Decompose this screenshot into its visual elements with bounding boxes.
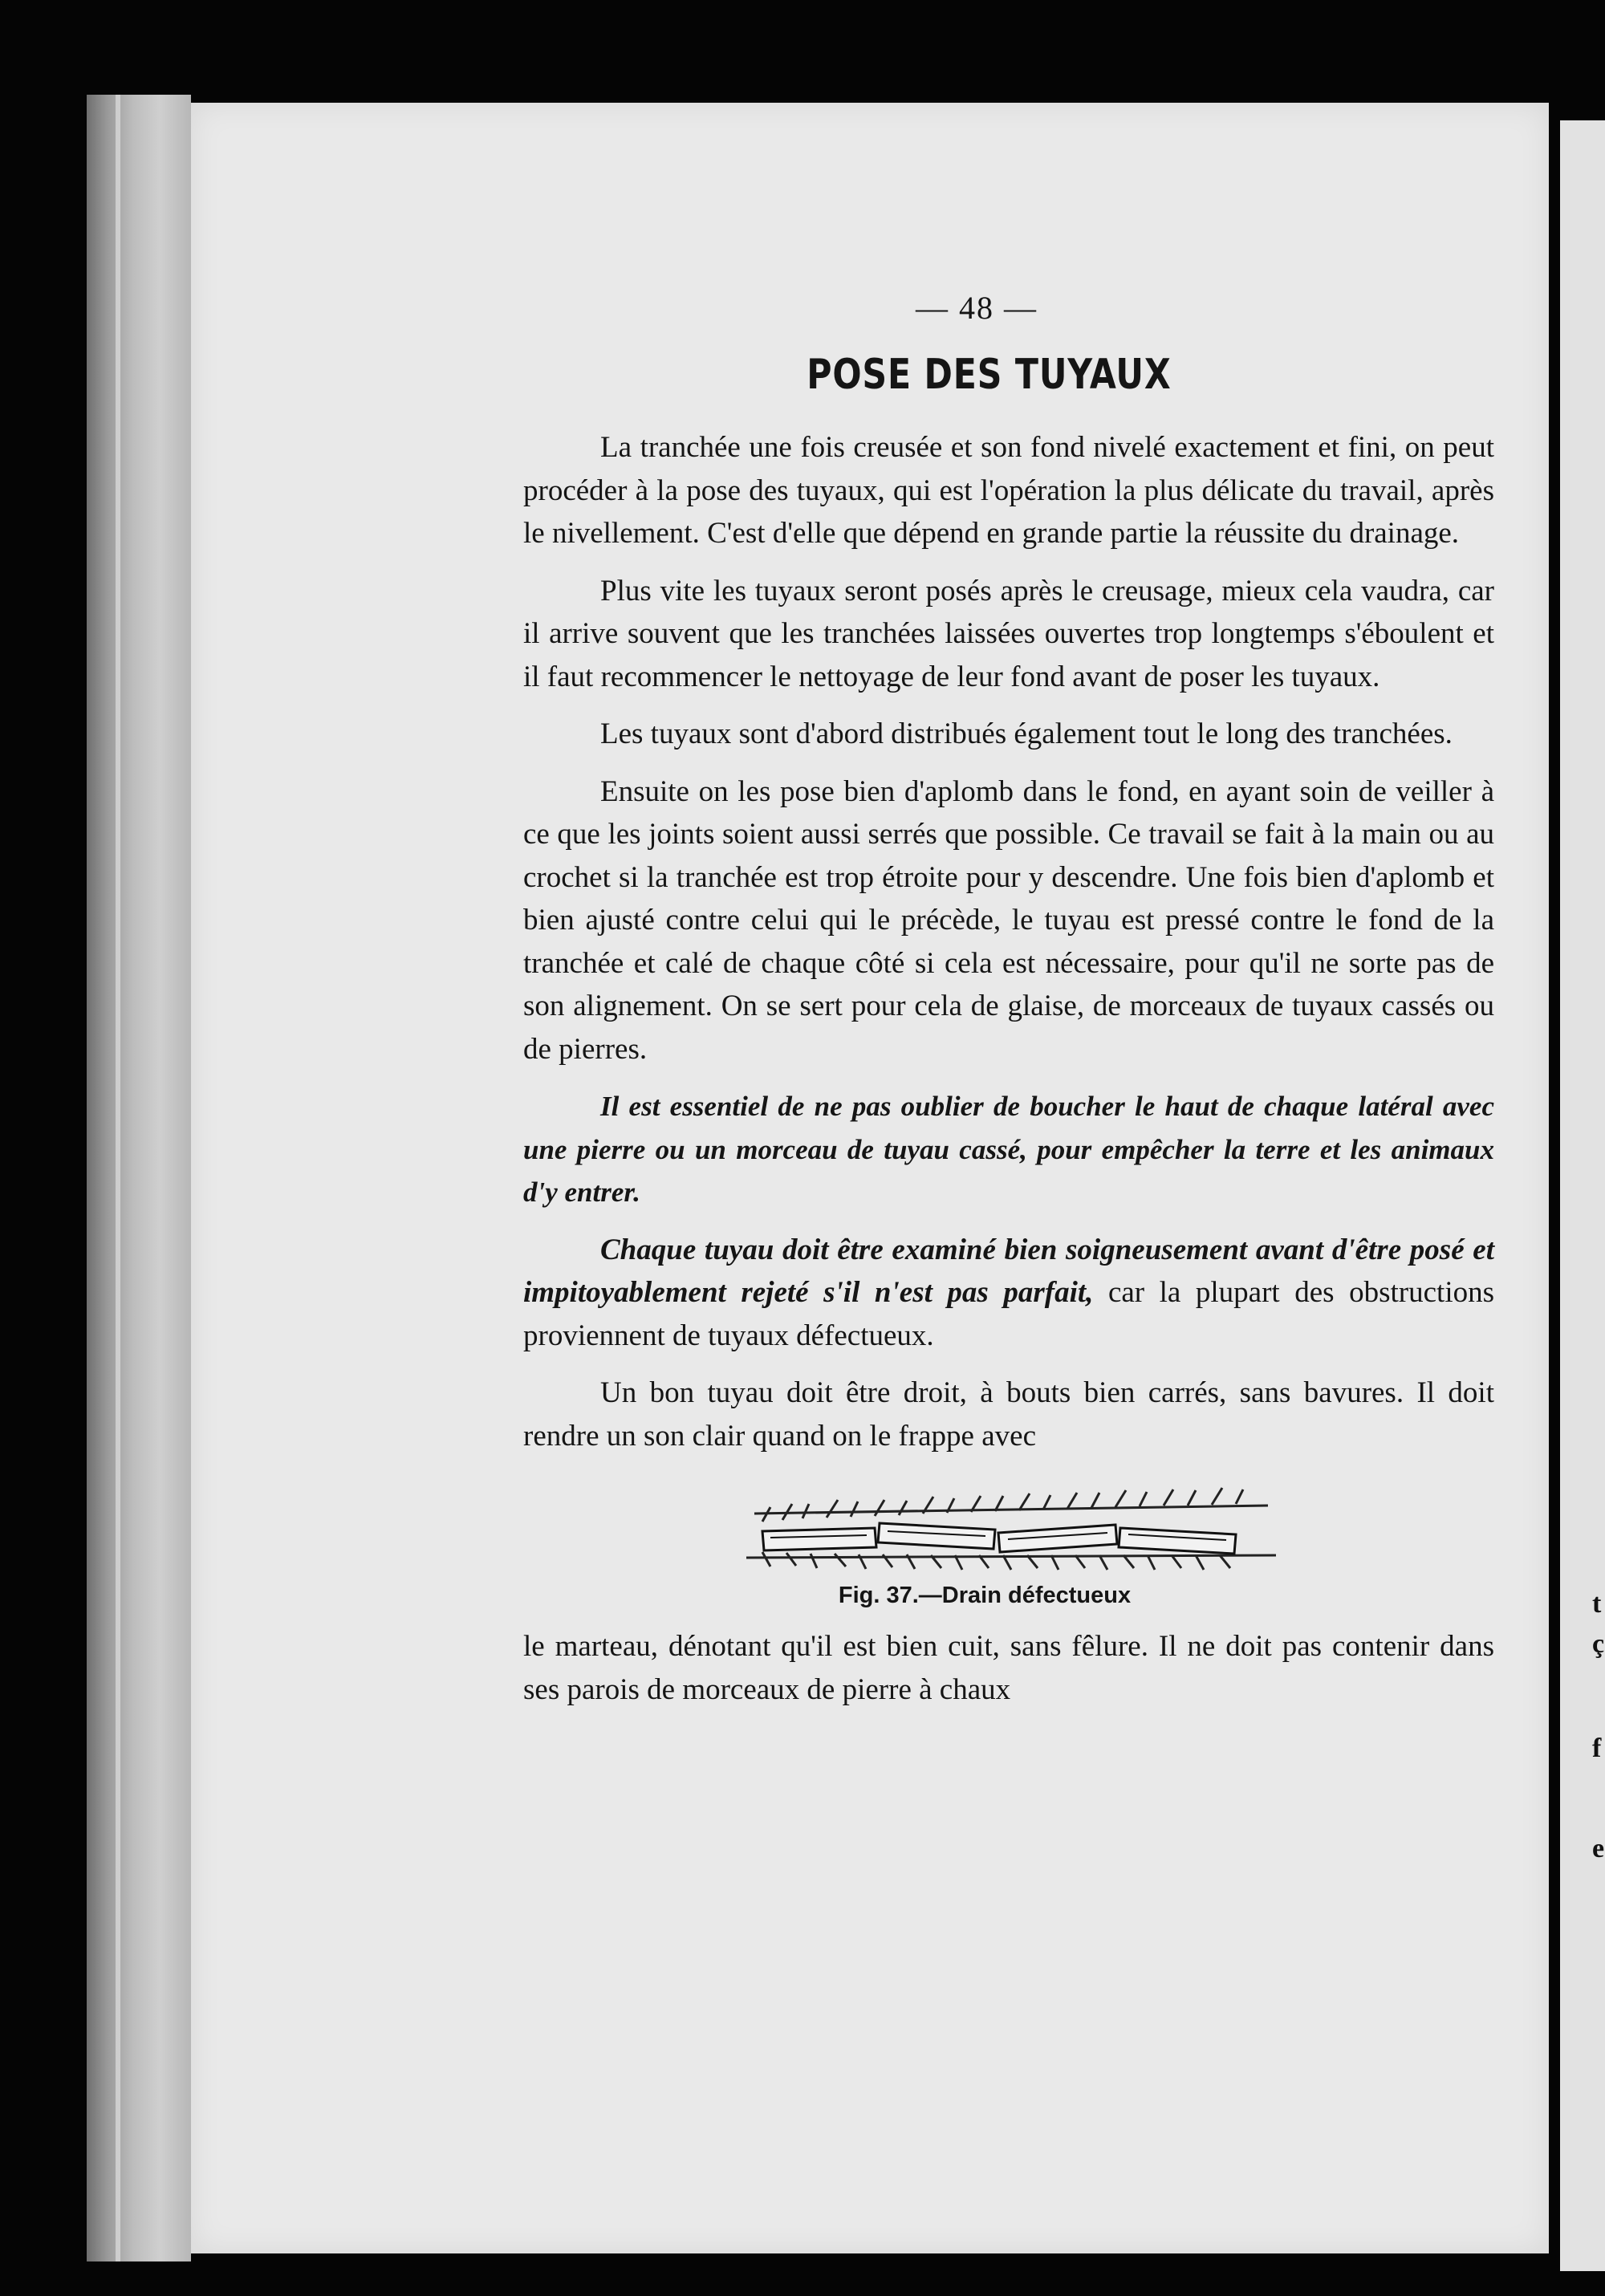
- page-content: [523, 289, 1494, 1725]
- next-page-fragment: t: [1592, 1589, 1602, 1619]
- figure-caption: Fig. 37.—Drain défectueux: [838, 1583, 1132, 1608]
- paragraph: Les tuyaux sont d'abord distribués également tout le long des tranchées.: [600, 717, 1453, 750]
- next-page-fragment: e: [1592, 1834, 1605, 1863]
- book-spine-edge: [87, 95, 191, 2261]
- mixed-paragraph: [523, 1229, 1494, 1358]
- paragraph: La tranchée une fois creusée et son fond nivelé exactement et fini, on peut procéder à la pose des tuyaux, qui est l'opération la plus délicate du travail, après le nivellement. C'est d'elle que dépend en grande partie la réussite du drainage.: [523, 431, 1494, 550]
- next-page-fragment: ç: [1592, 1629, 1605, 1659]
- next-page-edge: [1560, 120, 1605, 2271]
- paragraph: le marteau, dénotant qu'il est bien cuit, sans fêlure. Il ne doit pas contenir dans ses parois de morceaux de pierre à chaux: [523, 1630, 1494, 1706]
- italic-paragraph: Il est essentiel de ne pas oublier de boucher le haut de chaque latéral avec une pierre ou un morceau de tuyau cassé, pour empêcher la terre et les animaux d'y entrer.: [523, 1091, 1494, 1208]
- italic-emphasis: Chaque tuyau doit être examiné bien soigneusement avant d'être posé et impitoyablement rejeté s'il n'est pas parfait,: [523, 1233, 1494, 1309]
- paragraph: Un bon tuyau doit être droit, à bouts bien carrés, sans bavures. Il doit rendre un son clair quand on le frappe avec: [523, 1376, 1494, 1453]
- page-number: — 48 —: [916, 290, 1038, 326]
- figure-37: [523, 1481, 1494, 1609]
- section-title: POSE DES TUYAUX: [807, 351, 1172, 399]
- paragraph: Plus vite les tuyaux seront posés après le creusage, mieux cela vaudra, car il arrive souvent que les tranchées laissées ouvertes trop longtemps s'éboulent et il faut recommencer le nettoyage de leur fond avant de poser les tuyaux.: [523, 574, 1494, 693]
- next-page-fragment: f: [1592, 1733, 1602, 1763]
- roman-text: car la plupart des obstructions proviennent de tuyaux défectueux.: [523, 1276, 1494, 1352]
- paragraph: Ensuite on les pose bien d'aplomb dans le fond, en ayant soin de veiller à ce que les joints soient aussi serrés que possible. Ce travail se fait à la main ou au crochet si la tranchée est trop étroite pour y descendre. Une fois bien d'aplomb et bien ajusté contre celui qui le précède, le tuyau est pressé contre le fond de la tranchée et calé de chaque côté si cela est nécessaire, pour qu'il ne sorte pas de son alignement. On se sert pour cela de glaise, de morceaux de tuyaux cassés ou de pierres.: [523, 774, 1494, 1066]
- drain-illustration: [738, 1481, 1284, 1578]
